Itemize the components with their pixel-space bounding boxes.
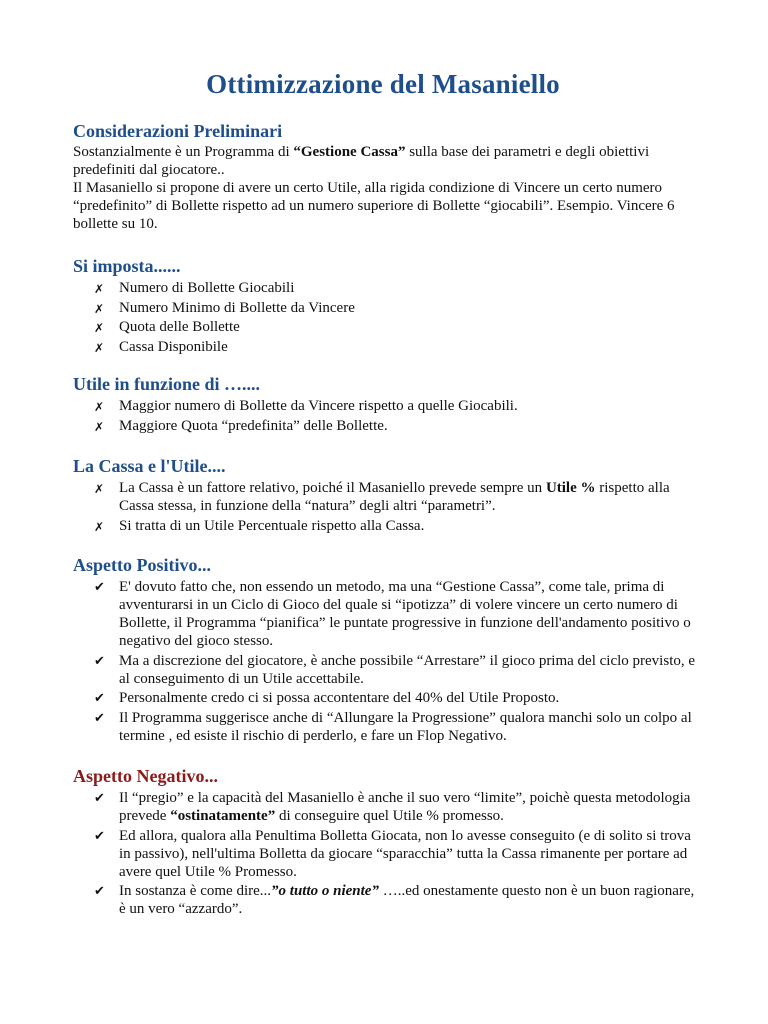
section-aspetto-negativo (73, 765, 703, 920)
bold-emphasis: “ostinatamente” (170, 808, 276, 824)
paragraph: Sostanzialmente è un Programma di “Gestione Cassa” sulla base dei parametri e degli obiettivi predefiniti dal giocatore.. (73, 144, 650, 178)
paragraph: Il Masaniello si propone di avere un certo Utile, alla rigida condizione di Vincere un certo numero “predefinito” di Bollette rispetto ad un numero superiore di Bollette “giocabili”. Esempio. Vincere 6 bollette su 10. (73, 180, 675, 232)
list-item (73, 709, 703, 745)
section-heading: Aspetto Positivo... (73, 555, 211, 575)
cross-mark-icon: ✗ (94, 400, 105, 414)
cross-mark-icon: ✗ (94, 282, 105, 296)
list-item-text: Ma a discrezione del giocatore, è anche possibile “Arrestare” il gioco prima del ciclo previsto, e al conseguimento di un Utile accettabile. (119, 652, 696, 687)
section-heading: Utile in funzione di ….... (73, 374, 261, 394)
list-item (73, 882, 703, 918)
cross-mark-icon: ✗ (94, 519, 105, 534)
list-item-text: Numero Minimo di Bollette da Vincere (119, 299, 355, 316)
list-item (73, 279, 703, 297)
list-item (73, 578, 703, 650)
list-item-text: Numero di Bollette Giocabili (119, 280, 295, 296)
list-item (73, 689, 703, 707)
list-item (73, 517, 703, 535)
cross-mark-icon: ✗ (94, 301, 105, 316)
list-item-text: Personalmente credo ci si possa accontentare del 40% del Utile Proposto. (119, 690, 560, 706)
list-item (73, 338, 703, 356)
list-item-text: Il Programma suggerisce anche di “Allungare la Progressione” qualora manchi solo un colpo al termine , ed esiste il rischio di perderlo, e fare un Flop Negativo. (119, 709, 692, 744)
check-mark-icon: ✔ (94, 790, 105, 805)
section-utile-in-funzione (73, 373, 703, 436)
list-item-text: E' dovuto fatto che, non essendo un metodo, ma una “Gestione Cassa”, come tale, prima di avventurarsi in un Ciclo di Gioco del quale si “ipotizza” di volere vincere un certo numero di Bollette, il Programma “pianifica” le puntate progressive in funzione dell'andamento positivo o negativo del gioco stesso. (119, 579, 691, 649)
list-item-text: In sostanza è come dire...”o tutto o niente” …..ed onestamente questo non è un buon ragionare, è un vero “azzardo”. (119, 883, 695, 917)
list-item-text: Cassa Disponibile (119, 338, 228, 355)
section-heading: Si imposta...... (73, 256, 181, 276)
bold-italic-emphasis: ”o tutto o niente” (271, 883, 379, 899)
check-mark-icon: ✔ (94, 709, 105, 725)
section-heading: La Cassa e l'Utile.... (73, 456, 226, 476)
cross-mark-icon: ✗ (94, 321, 105, 335)
list-item-text: Il “pregio” e la capacità del Masaniello è anche il suo vero “limite”, poichè questa metodologia prevede “ostinatamente” di conseguire quel Utile % promesso. (119, 790, 691, 824)
section-cassa-utile (73, 455, 703, 536)
list-item-text: La Cassa è un fattore relativo, poiché il Masaniello prevede sempre un Utile % rispetto alla Cassa stessa, in funzione della “natura” degli altri “parametri”. (119, 480, 670, 514)
bold-emphasis: Utile % (545, 480, 596, 496)
page-title: Ottimizzazione del Masaniello (206, 69, 560, 99)
check-mark-icon: ✔ (94, 652, 105, 668)
section-heading-negative: Aspetto Negativo... (73, 766, 218, 786)
section-aspetto-positivo (73, 554, 703, 746)
list-item (73, 417, 703, 435)
check-mark-icon: ✔ (94, 883, 105, 898)
cross-mark-icon: ✗ (94, 482, 105, 496)
list-item-text: Maggiore Quota “predefinita” delle Bollette. (119, 417, 388, 434)
check-mark-icon: ✔ (94, 579, 105, 594)
check-mark-icon: ✔ (94, 690, 105, 705)
list-item-text: Ed allora, qualora alla Penultima Bolletta Giocata, non lo avesse conseguito (e di solito si trova in passivo), nell'ultima Bolletta da giocare “sparacchia” tutta la Cassa rimanente per portare ad avere quel Utile % Promesso. (119, 827, 691, 880)
cross-mark-icon: ✗ (94, 340, 105, 355)
list-item (73, 789, 703, 825)
list-item-text: Maggior numero di Bollette da Vincere rispetto a quelle Giocabili. (119, 398, 518, 414)
bullet-list (73, 479, 703, 535)
list-item (73, 827, 703, 881)
list-item (73, 397, 703, 415)
list-item-text: Quota delle Bollette (119, 319, 240, 335)
check-mark-icon: ✔ (94, 827, 105, 843)
bullet-list (73, 578, 703, 745)
section-heading: Considerazioni Preliminari (73, 121, 283, 141)
cross-mark-icon: ✗ (94, 419, 105, 434)
bold-emphasis: “Gestione Cassa” (293, 144, 406, 160)
section-considerazioni (73, 120, 703, 233)
bullet-list (73, 279, 703, 356)
list-item (73, 479, 703, 515)
bullet-list (73, 397, 703, 435)
list-item (73, 299, 703, 317)
list-item (73, 318, 703, 336)
bullet-list (73, 789, 703, 918)
section-si-imposta (73, 255, 703, 357)
list-item (73, 652, 703, 688)
list-item-text: Si tratta di un Utile Percentuale rispetto alla Cassa. (119, 517, 425, 534)
